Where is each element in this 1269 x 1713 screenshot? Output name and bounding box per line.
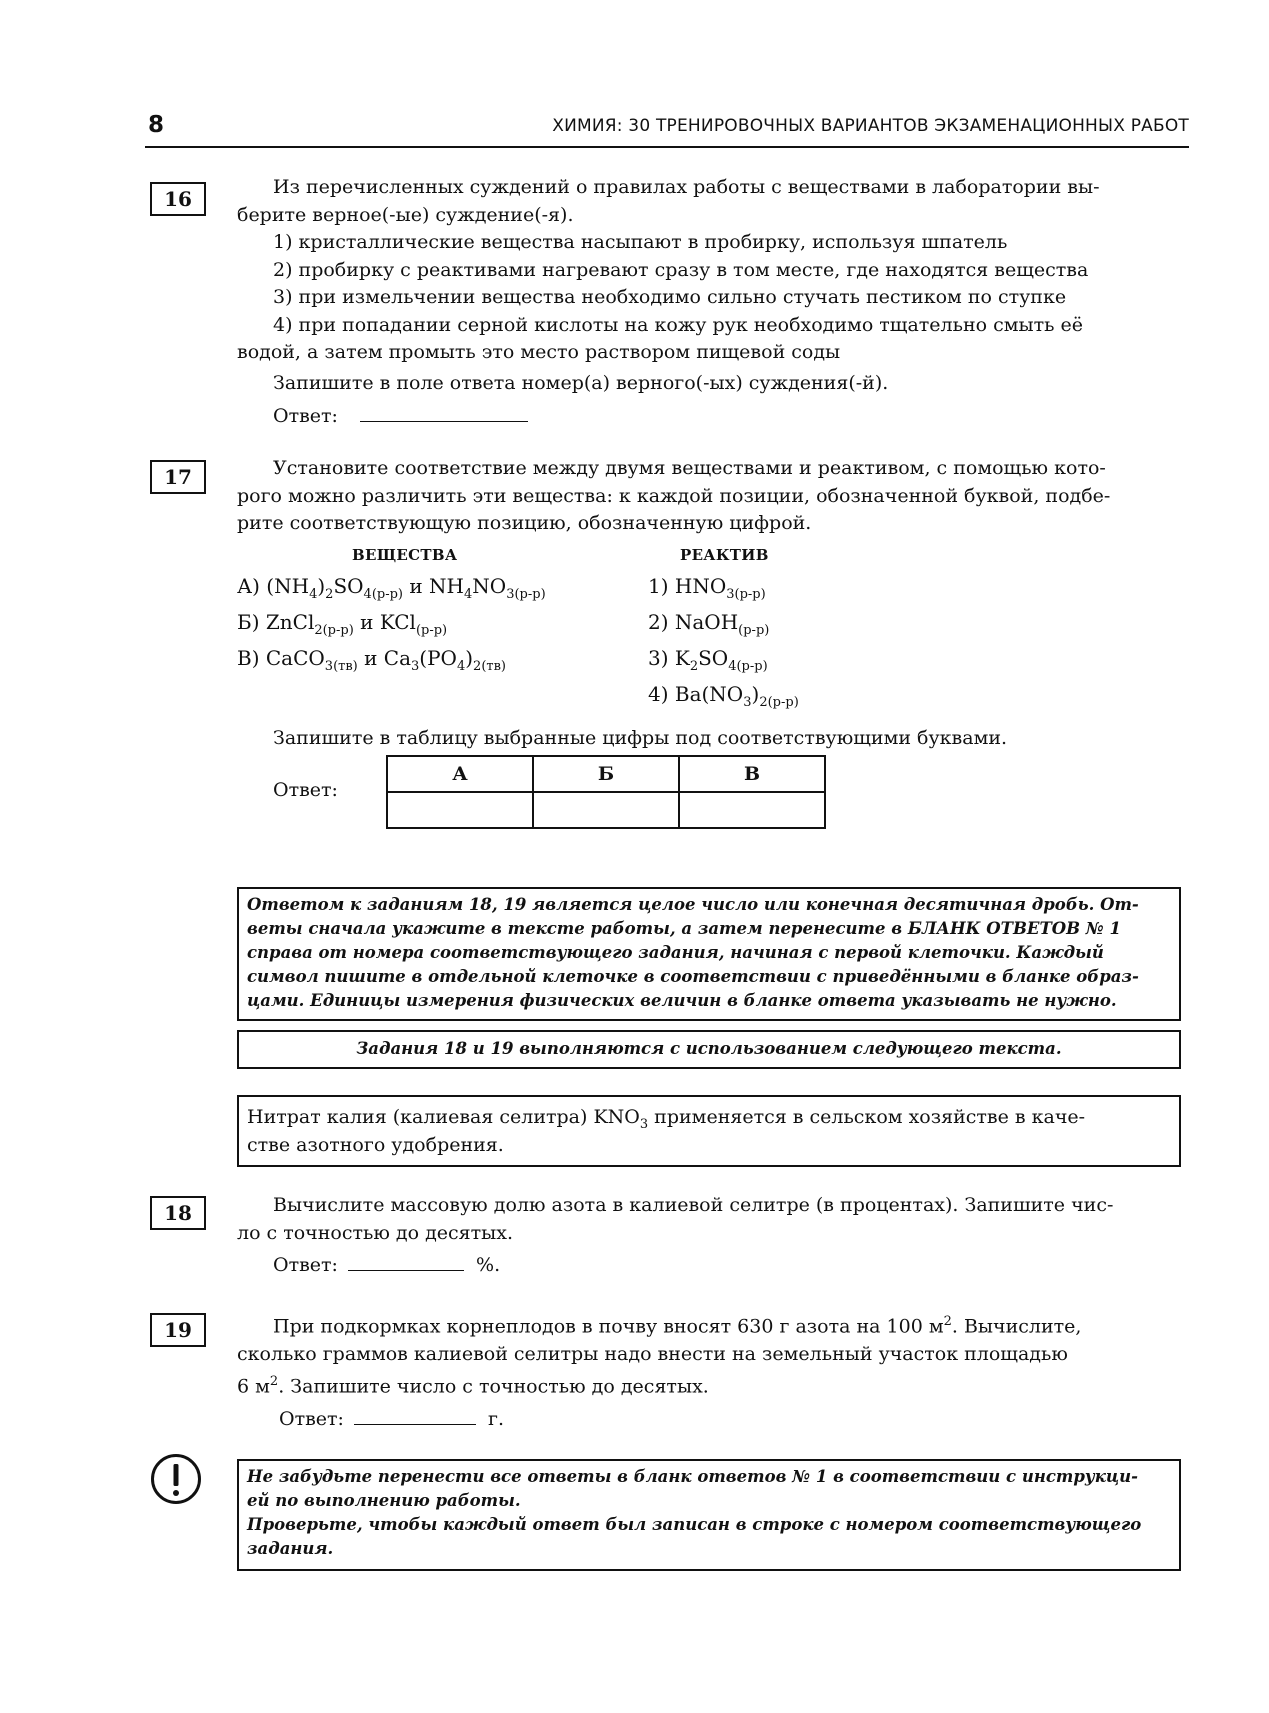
header-rule [145, 146, 1189, 148]
instructions-line-3: справа от номера соответствующего задания, начиная с первой клеточки. Каждый [247, 943, 1104, 962]
task-18-answer-label: Ответ: [273, 1254, 338, 1276]
running-title: ХИМИЯ: 30 ТРЕНИРОВОЧНЫХ ВАРИАНТОВ ЭКЗАМЕНАЦИОННЫХ РАБОТ [552, 116, 1189, 136]
task-18-unit: %. [476, 1254, 501, 1276]
answer-cell-a[interactable] [387, 792, 533, 828]
passage-line-2: стве азотного удобрения. [247, 1134, 504, 1156]
task-19-sup-1: 2 [943, 1314, 952, 1329]
reminder-line-3: Проверьте, чтобы каждый ответ был записан в строке с номером соответствующего [247, 1515, 1142, 1534]
task-19-sup-2: 2 [269, 1374, 279, 1390]
task-number-17: 17 [150, 460, 206, 494]
instructions-line-5: цами. Единицы измерения физических величин в бланке ответа указывать не нужно. [247, 991, 1117, 1010]
task-16-answer-label: Ответ: [273, 405, 338, 427]
task-16-option-1: 1) кристаллические вещества насыпают в пробирку, используя шпатель [273, 231, 1008, 253]
task-16-answer-field[interactable] [360, 403, 528, 422]
task-19-line-3a: 6 м [237, 1375, 270, 1398]
substance-a: А) $(NH_4)_2SO_{4(р-р)}$ и $NH_4NO_{3(р-р)}$ [237, 574, 546, 602]
answer-cell-v[interactable] [679, 792, 825, 828]
task-16-option-2: 2) пробирку с реактивами нагревают сразу в том месте, где находятся вещества [273, 258, 1089, 281]
task-number-16: 16 [150, 182, 206, 216]
task-18-line-1: Вычислите массовую долю азота в калиевой селитре (в процентах). Запишите чис- [273, 1194, 1114, 1216]
instructions-line-2: веты сначала укажите в тексте работы, а затем перенесите в БЛАНК ОТВЕТОВ № 1 [247, 919, 1121, 938]
passage-subscript: 3 [639, 1117, 649, 1132]
reagent-1: 1) $HNO_{3(р-р)}$ [648, 574, 766, 602]
task-17-intro-2: рого можно различить эти вещества: к каждой позиции, обозначенной буквой, подбе- [237, 484, 1111, 507]
answer-table-header-row [387, 756, 825, 792]
task-17-instruction: Запишите в таблицу выбранные цифры под соответствующими буквами. [273, 727, 1008, 749]
reminder-line-4: задания. [247, 1539, 334, 1558]
answer-table-header-b: Б [533, 756, 679, 792]
text-reference-box: Задания 18 и 19 выполняются с использованием следующего текста. [237, 1030, 1181, 1069]
task-17-answer-table [386, 755, 826, 829]
instructions-box [237, 887, 1181, 1021]
reminder-line-2: ей по выполнению работы. [247, 1491, 521, 1510]
substance-b: Б) ZnCl$_{2(р-р)}$ и KCl$_{(р-р)}$ [237, 610, 448, 638]
task-19-answer-field[interactable] [354, 1406, 476, 1425]
reagent-4: 4) $Ba(NO_3)_{2(р-р)}$ [648, 682, 799, 710]
reminder-line-1: Не забудьте перенести все ответы в бланк ответов № 1 в соответствии с инструкци- [247, 1467, 1139, 1486]
task-19-line-2: сколько граммов калиевой селитры надо внести на земельный участок площадью [237, 1342, 1068, 1365]
task-17-text [237, 455, 1187, 538]
column-header-reagent: РЕАКТИВ [680, 546, 769, 564]
column-header-substances: ВЕЩЕСТВА [352, 546, 458, 564]
task-19-line-1b: . Вычислите, [951, 1315, 1082, 1338]
reagent-3: 3) $K_2SO_{4(р-р)}$ [648, 646, 768, 674]
answer-table-input-row [387, 792, 825, 828]
passage-box [237, 1095, 1181, 1167]
task-16-option-4b: водой, а затем промыть это место раствором пищевой соды [237, 341, 841, 363]
task-19-line-1a: При подкормках корнеплодов в почву вносят 630 г азота на 100 м [273, 1315, 944, 1338]
task-18-line-2: ло с точностью до десятых. [237, 1221, 514, 1244]
task-16-instruction: Запишите в поле ответа номер(а) верного(-ых) суждения(-й). [273, 371, 889, 394]
exclamation-icon [150, 1453, 202, 1505]
task-17-answer-label: Ответ: [273, 779, 338, 801]
task-18-text [237, 1192, 1187, 1280]
task-19-answer-label: Ответ: [279, 1408, 344, 1431]
task-18-answer-field[interactable] [348, 1252, 464, 1271]
task-19-unit: г. [488, 1408, 505, 1431]
task-number-19: 19 [150, 1313, 206, 1347]
page-number: 8 [148, 112, 165, 138]
task-16-option-4a: 4) при попадании серной кислоты на кожу рук необходимо тщательно смыть её [273, 313, 1084, 336]
task-17-intro-1: Установите соответствие между двумя веществами и реактивом, с помощью кото- [273, 457, 1106, 479]
task-number-18: 18 [150, 1196, 206, 1230]
reagent-2: 2) NaOH$_{(р-р)}$ [648, 610, 770, 638]
instructions-line-4: символ пишите в отдельной клеточке в соответствии с приведёнными в бланке образ- [247, 967, 1139, 986]
task-17-instruction-wrap [237, 725, 1187, 753]
task-16-intro-2: берите верное(-ые) суждение(-я). [237, 203, 574, 226]
task-16-intro-1: Из перечисленных суждений о правилах работы с веществами в лаборатории вы- [273, 176, 1100, 198]
answer-table-header-a: А [387, 756, 533, 792]
task-19-text [237, 1308, 1187, 1434]
task-17-intro-3: рите соответствующую позицию, обозначенную цифрой. [237, 512, 812, 534]
answer-cell-b[interactable] [533, 792, 679, 828]
task-16-option-3: 3) при измельчении вещества необходимо сильно стучать пестиком по ступке [273, 286, 1067, 308]
task-16-text [237, 174, 1187, 431]
passage-text-end: применяется в сельском хозяйстве в каче- [648, 1106, 1086, 1128]
substance-v: В) CaCO$_{3(тв)}$ и $Ca_3(PO_4)_{2(тв)}$ [237, 646, 506, 674]
task-19-line-3b: . Запишите число с точностью до десятых. [278, 1375, 709, 1398]
reminder-box [237, 1459, 1181, 1571]
passage-text-start: Нитрат калия (калиевая селитра) KNO [247, 1106, 640, 1128]
answer-table-header-v: В [679, 756, 825, 792]
instructions-line-1: Ответом к заданиям 18, 19 является целое число или конечная десятичная дробь. От- [247, 895, 1139, 914]
